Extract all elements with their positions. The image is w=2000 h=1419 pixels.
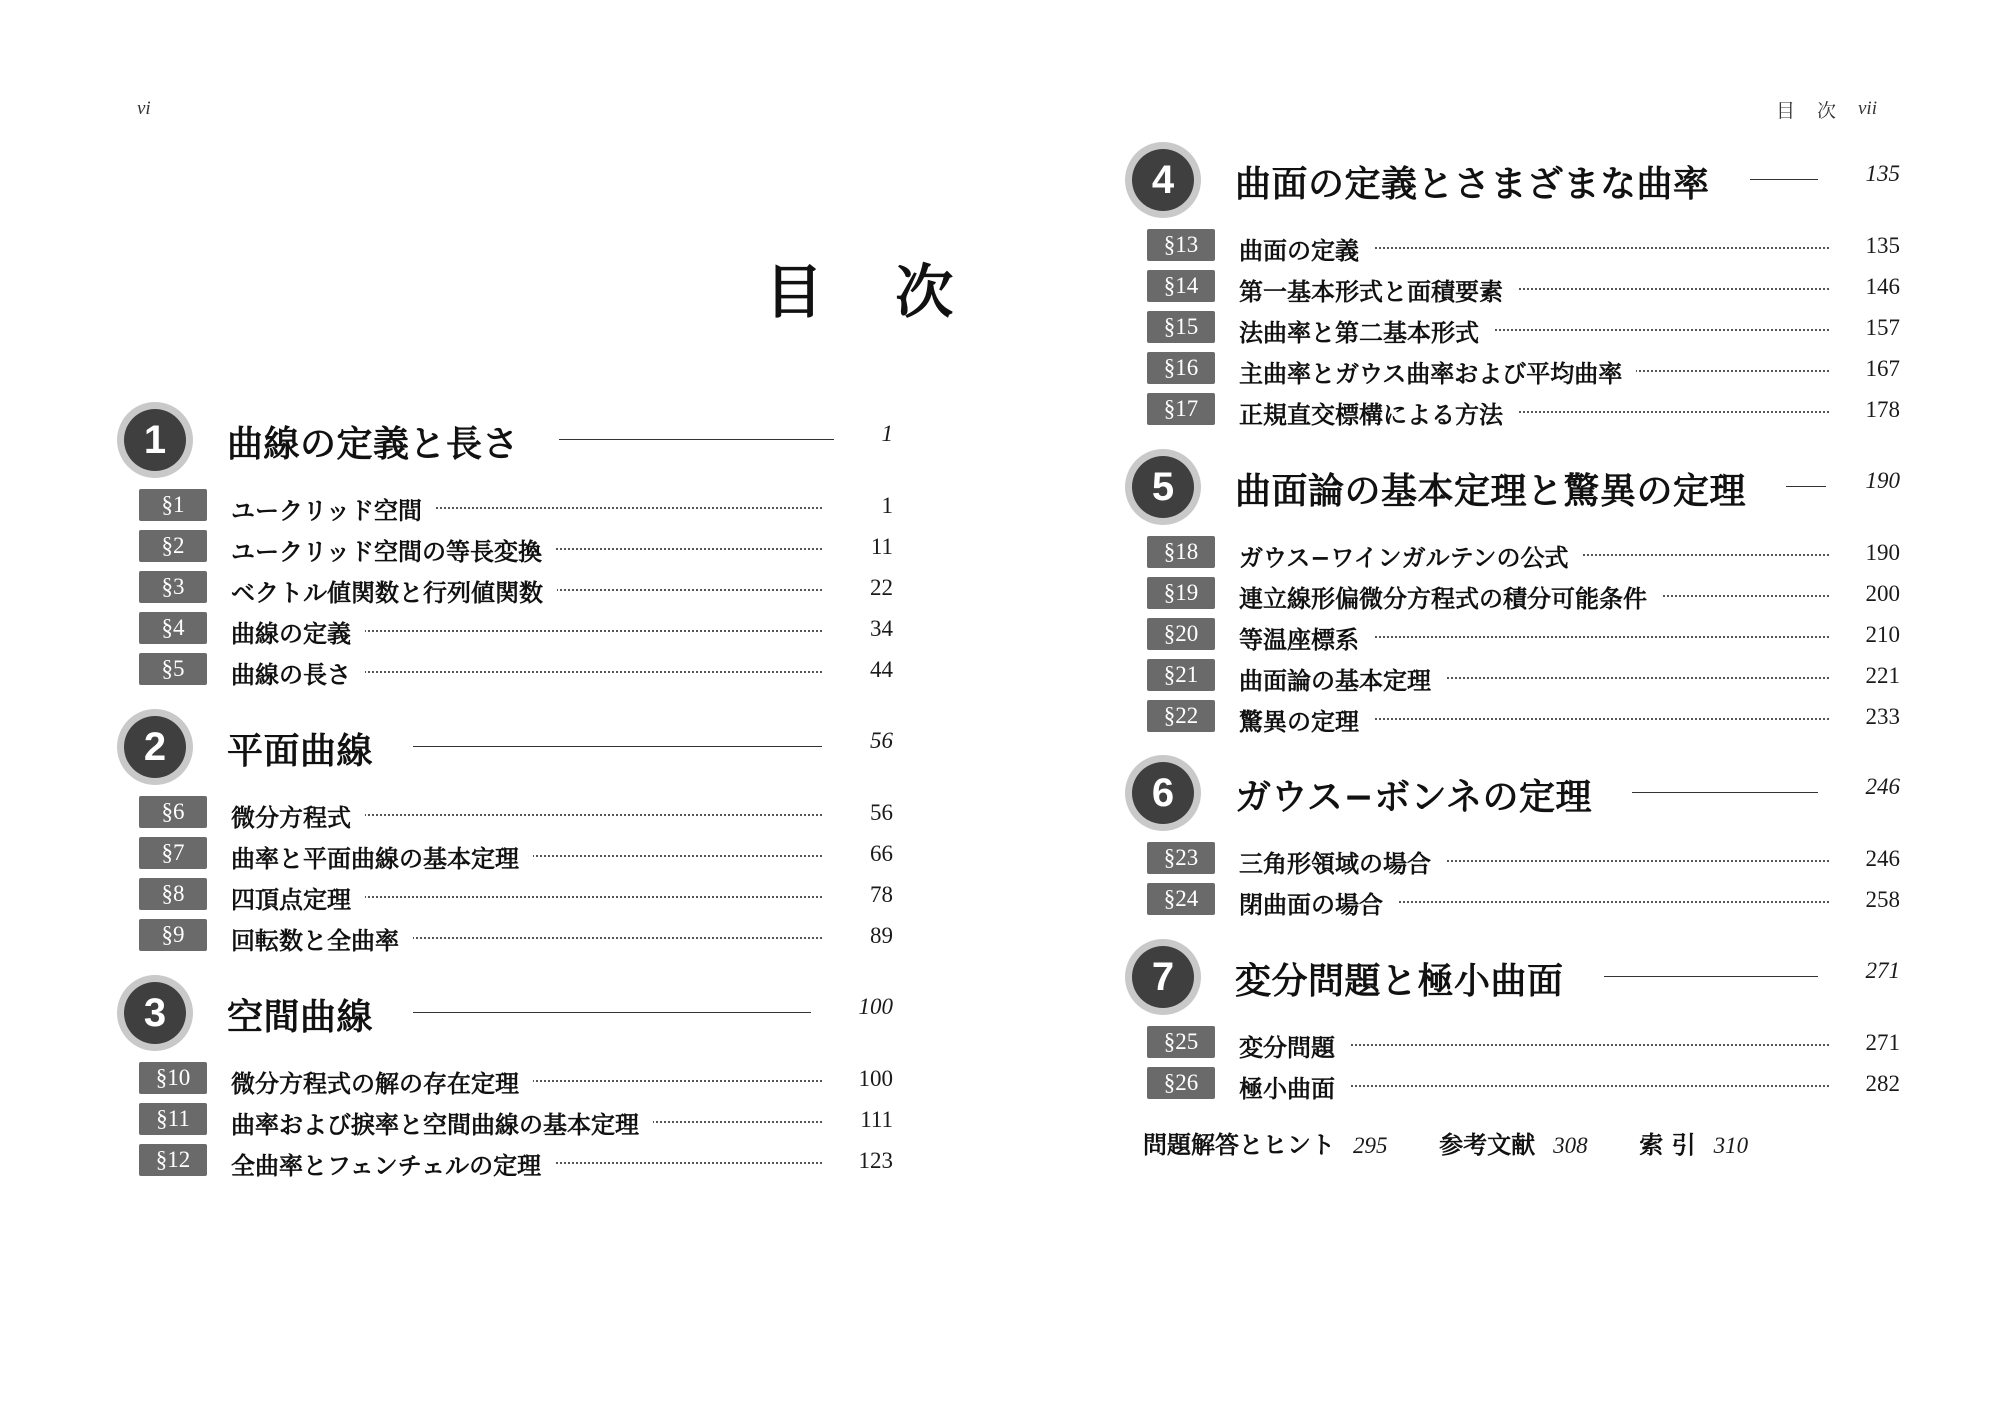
chapter-title: 平面曲線 [227, 731, 374, 772]
backmatter-label: 索 引 [1639, 1131, 1696, 1159]
chapter-heading[interactable] [1125, 142, 1900, 222]
section-page-number: 146 [1830, 274, 1900, 300]
section-title: 三角形領域の場合 [1239, 844, 1445, 879]
section-entry[interactable] [1147, 393, 1900, 427]
chapter-number: 1 [124, 409, 186, 471]
section-number-badge: §11 [139, 1103, 207, 1135]
section-page-number: 167 [1830, 356, 1900, 382]
section-number-badge: §8 [139, 878, 207, 910]
section-page-number: 44 [823, 657, 893, 683]
section-page-number: 190 [1830, 540, 1900, 566]
chapter-page-number: 135 [1865, 161, 1900, 186]
chapter-heading[interactable] [117, 975, 893, 1055]
section-number-badge: §1 [139, 489, 207, 521]
section-number-badge: §5 [139, 653, 207, 685]
chapter-page-number: 100 [858, 994, 893, 1019]
chapter-page-number: 271 [1865, 958, 1900, 983]
backmatter-label: 参考文献 [1439, 1131, 1536, 1159]
chapter-number-badge [1125, 939, 1201, 1015]
section-number-badge: §18 [1147, 536, 1215, 568]
section-title: ガウス−ワインガルテンの公式 [1239, 538, 1582, 573]
chapter-heading[interactable] [117, 709, 893, 789]
section-entry[interactable] [139, 489, 893, 523]
chapter-number-badge [117, 402, 193, 478]
section-entry[interactable] [139, 919, 893, 953]
section-entry[interactable] [139, 837, 893, 871]
section-page-number: 66 [823, 841, 893, 867]
section-title: 曲線の長さ [231, 655, 365, 690]
toc-title: 目 次 [765, 258, 980, 326]
section-number-badge: §16 [1147, 352, 1215, 384]
section-title: 極小曲面 [1239, 1069, 1349, 1104]
section-title: 閉曲面の場合 [1239, 885, 1397, 920]
chapter-number: 7 [1132, 946, 1194, 1008]
section-entry[interactable] [1147, 1067, 1900, 1101]
section-entry[interactable] [139, 796, 893, 830]
section-entry[interactable] [1147, 883, 1900, 917]
section-number-badge: §6 [139, 796, 207, 828]
section-number-badge: §4 [139, 612, 207, 644]
section-number-badge: §26 [1147, 1067, 1215, 1099]
section-title: 第一基本形式と面積要素 [1239, 272, 1517, 307]
section-entry[interactable] [139, 612, 893, 646]
section-title: 曲率と平面曲線の基本定理 [231, 839, 533, 874]
section-entry[interactable] [1147, 842, 1900, 876]
section-number-badge: §3 [139, 571, 207, 603]
running-head: 目 次 [1776, 100, 1845, 122]
chapter-number-badge [1125, 755, 1201, 831]
chapter-title: 曲面論の基本定理と驚異の定理 [1235, 471, 1747, 512]
chapter-rule [413, 746, 822, 747]
section-page-number: 22 [823, 575, 893, 601]
section-number-badge: §17 [1147, 393, 1215, 425]
chapter-number: 2 [124, 716, 186, 778]
section-entry[interactable] [1147, 700, 1900, 734]
section-title: 等温座標系 [1239, 620, 1373, 655]
chapter-title: ガウス−ボンネの定理 [1235, 777, 1593, 818]
section-page-number: 258 [1830, 887, 1900, 913]
section-page-number: 135 [1830, 233, 1900, 259]
backmatter-label: 問題解答とヒント [1143, 1131, 1335, 1159]
chapter-number-badge [117, 709, 193, 785]
backmatter-list [1143, 1125, 1792, 1160]
chapter-number: 5 [1132, 456, 1194, 518]
section-entry[interactable] [1147, 229, 1900, 263]
chapter-heading[interactable] [1125, 939, 1900, 1019]
section-title: 微分方程式 [231, 798, 365, 833]
chapter-heading[interactable] [117, 402, 893, 482]
chapter-number: 6 [1132, 762, 1194, 824]
section-entry[interactable] [1147, 270, 1900, 304]
section-entry[interactable] [139, 1103, 893, 1137]
section-page-number: 178 [1830, 397, 1900, 423]
backmatter-page: 310 [1713, 1133, 1749, 1158]
chapter-page-number: 190 [1865, 468, 1900, 493]
chapter-heading[interactable] [1125, 449, 1900, 529]
backmatter-item[interactable] [1439, 1125, 1588, 1160]
section-page-number: 100 [823, 1066, 893, 1092]
section-page-number: 282 [1830, 1071, 1900, 1097]
section-page-number: 78 [823, 882, 893, 908]
section-number-badge: §21 [1147, 659, 1215, 691]
section-title: ユークリッド空間の等長変換 [231, 532, 556, 567]
chapter-page-number: 56 [870, 728, 893, 753]
section-page-number: 56 [823, 800, 893, 826]
section-page-number: 233 [1830, 704, 1900, 730]
section-title: 回転数と全曲率 [231, 921, 413, 956]
section-number-badge: §13 [1147, 229, 1215, 261]
backmatter-item[interactable] [1143, 1125, 1388, 1160]
section-title: 曲率および捩率と空間曲線の基本定理 [231, 1105, 653, 1140]
chapter-title: 曲線の定義と長さ [227, 424, 520, 465]
page-folio: vii [1858, 98, 1877, 119]
section-entry[interactable] [139, 571, 893, 605]
section-title: 連立線形偏微分方程式の積分可能条件 [1239, 579, 1661, 614]
section-number-badge: §14 [1147, 270, 1215, 302]
chapter-rule [1632, 792, 1817, 793]
section-title: 四頂点定理 [231, 880, 365, 915]
section-entry[interactable] [1147, 536, 1900, 570]
section-entry[interactable] [139, 878, 893, 912]
chapter-heading[interactable] [1125, 755, 1900, 835]
right-page [1000, 0, 2000, 1419]
chapter-number: 3 [124, 982, 186, 1044]
section-number-badge: §20 [1147, 618, 1215, 650]
section-entry[interactable] [139, 653, 893, 687]
section-entry[interactable] [1147, 1026, 1900, 1060]
section-entry[interactable] [139, 1062, 893, 1096]
page-folio: vi [137, 98, 151, 119]
section-page-number: 246 [1830, 846, 1900, 872]
section-page-number: 34 [823, 616, 893, 642]
chapter-number-badge [1125, 142, 1201, 218]
section-title: 正規直交標構による方法 [1239, 395, 1517, 430]
section-number-badge: §25 [1147, 1026, 1215, 1058]
section-number-badge: §19 [1147, 577, 1215, 609]
section-entry[interactable] [1147, 618, 1900, 652]
section-title: 法曲率と第二基本形式 [1239, 313, 1493, 348]
chapter-rule [559, 439, 833, 440]
chapter-page-number: 1 [881, 421, 893, 446]
chapter-number-badge [117, 975, 193, 1051]
section-entry[interactable] [1147, 352, 1900, 386]
chapter-rule [1604, 976, 1818, 977]
chapter-title: 空間曲線 [227, 997, 374, 1038]
chapter-number-badge [1125, 449, 1201, 525]
section-title: 曲面の定義 [1239, 231, 1373, 266]
section-title: 曲面論の基本定理 [1239, 661, 1445, 696]
section-title: ユークリッド空間 [231, 491, 436, 526]
section-page-number: 210 [1830, 622, 1900, 648]
section-page-number: 89 [823, 923, 893, 949]
section-page-number: 200 [1830, 581, 1900, 607]
section-entry[interactable] [1147, 577, 1900, 611]
section-title: 驚異の定理 [1239, 702, 1373, 737]
section-page-number: 157 [1830, 315, 1900, 341]
section-page-number: 11 [823, 534, 893, 560]
chapter-title: 変分問題と極小曲面 [1235, 961, 1564, 1002]
backmatter-page: 308 [1553, 1133, 1588, 1158]
section-title: 全曲率とフェンチェルの定理 [231, 1146, 555, 1181]
chapter-title: 曲面の定義とさまざまな曲率 [1235, 164, 1710, 205]
section-title: 変分問題 [1239, 1028, 1349, 1063]
section-entry[interactable] [139, 1144, 893, 1178]
section-number-badge: §7 [139, 837, 207, 869]
section-number-badge: §2 [139, 530, 207, 562]
chapter-rule [413, 1012, 810, 1013]
section-number-badge: §12 [139, 1144, 207, 1176]
section-title: 主曲率とガウス曲率および平均曲率 [1239, 354, 1636, 389]
section-number-badge: §15 [1147, 311, 1215, 343]
section-entry[interactable] [1147, 659, 1900, 693]
section-number-badge: §23 [1147, 842, 1215, 874]
section-page-number: 271 [1830, 1030, 1900, 1056]
section-number-badge: §22 [1147, 700, 1215, 732]
chapter-rule [1750, 179, 1818, 180]
section-entry[interactable] [139, 530, 893, 564]
section-entry[interactable] [1147, 311, 1900, 345]
chapter-number: 4 [1132, 149, 1194, 211]
chapter-page-number: 246 [1865, 774, 1900, 799]
section-page-number: 221 [1830, 663, 1900, 689]
section-page-number: 111 [823, 1107, 893, 1133]
section-title: 曲線の定義 [231, 614, 365, 649]
section-page-number: 1 [823, 493, 893, 519]
section-number-badge: §10 [139, 1062, 207, 1094]
section-title: ベクトル値関数と行列値関数 [231, 573, 557, 608]
section-page-number: 123 [823, 1148, 893, 1174]
backmatter-item[interactable] [1639, 1125, 1748, 1160]
backmatter-page: 295 [1353, 1133, 1388, 1158]
section-number-badge: §24 [1147, 883, 1215, 915]
section-number-badge: §9 [139, 919, 207, 951]
section-title: 微分方程式の解の存在定理 [231, 1064, 533, 1099]
